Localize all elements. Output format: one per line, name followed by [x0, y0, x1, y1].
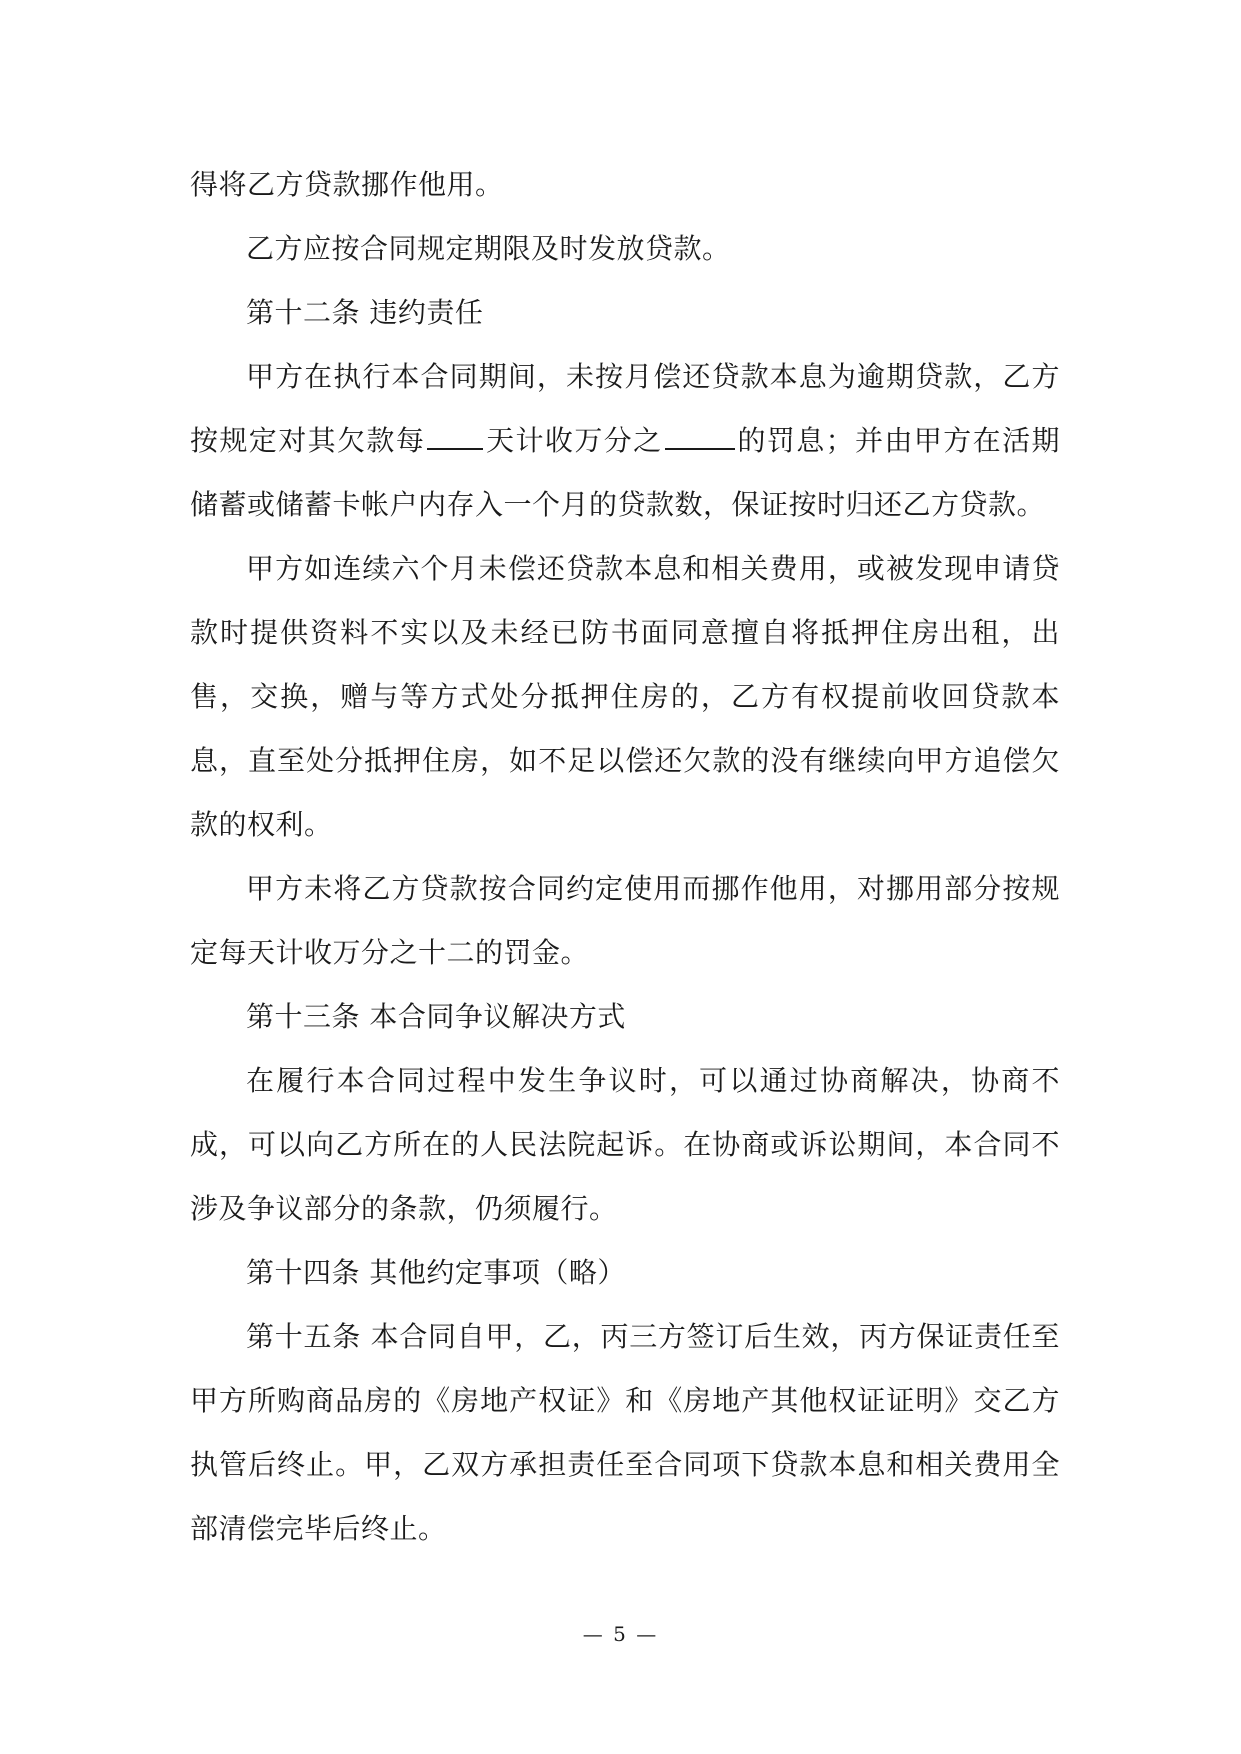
paragraph-overdue-penalty: [190, 345, 1060, 537]
overdue-text-part-3: 的罚息；并由甲方在活期储蓄或储蓄卡帐户内存入一个月的贷款数，保证按时归还乙方贷款。: [190, 424, 1060, 521]
document-body: [190, 153, 1060, 1561]
paragraph-misuse-fine: 甲方未将乙方贷款按合同约定使用而挪作他用，对挪用部分按规定每天计收万分之十二的罚金。: [190, 872, 1060, 969]
paragraph-continuation: 得将乙方贷款挪作他用。: [190, 168, 504, 201]
overdue-text-part-1: 甲方在执行本合同期间，未按月偿还贷款本息为逾期贷款，乙方按规定对其欠款每: [190, 360, 1060, 457]
article-15-paragraph: 第十五条 本合同自甲，乙，丙三方签订后生效，丙方保证责任至甲方所购商品房的《房地产权证》和《房地产其他权证证明》交乙方执管后终止。甲，乙双方承担责任至合同项下贷款本息和相关费用全部清偿完毕后终止。: [190, 1320, 1060, 1545]
blank-days-field: [427, 424, 483, 450]
article-14-heading: 第十四条 其他约定事项（略）: [246, 1256, 626, 1289]
paragraph-loan-disbursement: 乙方应按合同规定期限及时发放贷款。: [246, 232, 731, 265]
article-13-heading: 第十三条 本合同争议解决方式: [246, 1000, 626, 1033]
blank-rate-field: [665, 424, 735, 450]
paragraph-default-recovery: 甲方如连续六个月未偿还贷款本息和相关费用，或被发现申请贷款时提供资料不实以及未经已防书面同意擅自将抵押住房出租，出售，交换，赠与等方式处分抵押住房的，乙方有权提前收回贷款本息，直至处分抵押住房，如不足以偿还欠款的没有继续向甲方追偿欠款的权利。: [190, 552, 1060, 841]
paragraph-dispute-resolution: 在履行本合同过程中发生争议时，可以通过协商解决，协商不成，可以向乙方所在的人民法院起诉。在协商或诉讼期间，本合同不涉及争议部分的条款，仍须履行。: [190, 1064, 1060, 1225]
overdue-text-part-2: 天计收万分之: [485, 424, 663, 457]
page-number: — 5 —: [582, 1622, 659, 1646]
article-12-heading: 第十二条 违约责任: [246, 296, 484, 329]
